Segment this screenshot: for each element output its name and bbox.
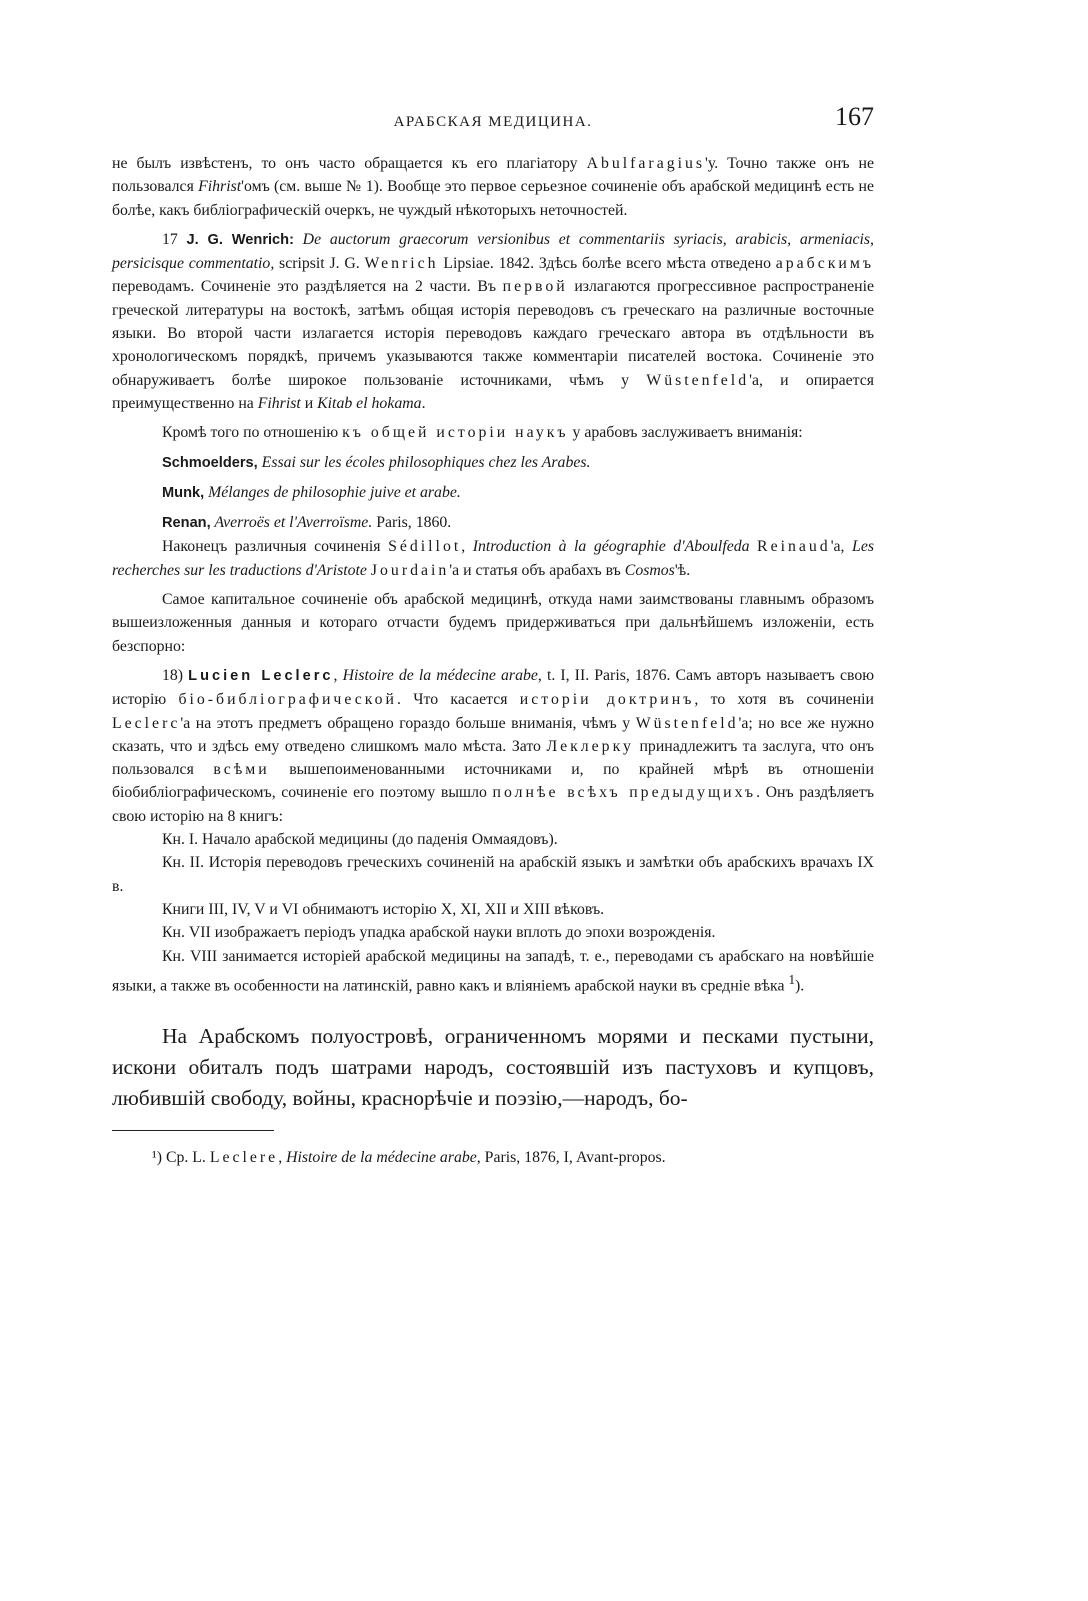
text — [750, 538, 758, 555]
text: 'a на этотъ предметъ обращено гораздо больше вниманія, чѣмъ у — [180, 714, 636, 732]
text: Кромѣ того по отношенію — [162, 424, 343, 442]
text: принадлежитъ та заслуга, что онъ пользовался — [112, 737, 874, 779]
text: . — [421, 394, 426, 412]
author-name: Sédillot — [388, 538, 462, 556]
work-title: Fihrist — [198, 178, 242, 196]
footnote — [112, 1147, 874, 1169]
text: 'а, и опирается преимущественно на — [112, 371, 875, 412]
author-name: Reinaud — [757, 538, 831, 556]
author-name: Lucien Leclerc — [188, 667, 334, 684]
text: ). — [795, 977, 805, 995]
author-name: Renan, — [162, 515, 211, 532]
text: scripsit J. G. — [274, 255, 365, 273]
book-7: Кн. VII изображаетъ періодъ упадка арабской науки вплоть до эпохи возрожденія. — [162, 924, 716, 942]
text: , — [278, 1149, 287, 1167]
text: Lipsiae. 1842. Здѣсь болѣе всего мѣста отведено — [438, 255, 776, 273]
emphasis: полнѣе всѣхъ предыдущихъ — [492, 784, 757, 802]
work-title: Mélanges de philosophie juive et arabe. — [204, 483, 461, 501]
author-name: Wenrich — [364, 255, 439, 273]
text: излагаются прогрессивное распространеніе греческой литературы на востокѣ, затѣмъ общая исторія переводовъ съ греческаго на различные восточные языки. Во второй части излагается исторія переводовъ каждаго греческаго автора въ отдѣльности въ хронологическомъ порядкѣ, причемъ указываются также комментаріи писателей востока. Сочиненіе это обнаруживаетъ болѣе широкое пользованіе источниками, чѣмъ у — [112, 278, 874, 389]
text: , — [461, 538, 473, 556]
emphasis: первой — [502, 278, 568, 296]
main-text — [112, 1021, 874, 1114]
text: . Что касается — [397, 691, 520, 709]
author-name: Leclere — [209, 1149, 279, 1167]
text: Наконецъ различныя сочиненія — [162, 538, 389, 556]
emphasis: всѣми — [213, 761, 270, 779]
book-2: Кн. II. Исторія переводовъ греческихъ сочиненій на арабскій языкъ и замѣтки объ арабскихъ врачахъ IX в. — [112, 854, 874, 895]
author-name: J. G. Wenrich: — [186, 231, 294, 248]
text: 'у. Точно также онъ не пользовался — [112, 155, 874, 196]
work-title: De auctorum graecorum versionibus et commentariis syriacis, arabicis, armeniacis, persicisque commentatio, — [112, 230, 874, 273]
entry-number: 17 — [162, 230, 187, 248]
text: , то хотя въ сочиненіи — [694, 691, 874, 709]
work-title: Les recherches sur les traductions d'Aristote — [112, 538, 874, 579]
text: переводамъ. Сочиненіе это раздѣляется на 2 части. Въ — [112, 278, 503, 296]
author-name: Abulfaragius — [586, 155, 706, 172]
footnote-mark: ¹) Ср. L. — [152, 1149, 210, 1167]
reference-schmoelders — [112, 451, 874, 475]
author-name: Wüstenfeld — [635, 714, 739, 732]
emphasis: арабскимъ — [775, 255, 875, 273]
entry-18-leclerc — [112, 664, 874, 828]
text: и — [300, 394, 318, 412]
running-title: АРАБСКАЯ МЕДИЦИНА. — [393, 114, 593, 130]
page-header — [112, 100, 874, 140]
paragraph-abulfaragius — [112, 152, 874, 222]
work-title: Cosmos — [624, 561, 675, 579]
paragraph-arabian-peninsula: На Арабскомъ полуостровѣ, ограниченномъ морями и песками пустыни, искони обиталъ подъ шатрами народъ, состоявшій изъ пастуховъ и купцовъ, любившій свободу, войны, краснорѣчіе и поэзію,—народъ, бо- — [112, 1024, 874, 1111]
author-name: Jourdain — [370, 561, 450, 579]
footnote-ref: 1 — [788, 971, 796, 987]
work-title: Histoire de la médecine arabe — [342, 666, 538, 684]
text: Кн. VIII занимается исторіей арабской медицины на западѣ, т. е., переводами съ арабскаго на новѣйшіе языки, а также въ особенности на латинскій, равно какъ и вліяніемъ арабской науки въ средніе вѣка — [112, 947, 874, 995]
book-3-6: Книги III, IV, V и VI обнимаютъ исторію X, XI, XII и XIII вѣковъ. — [162, 900, 605, 918]
author-name: Munk, — [162, 484, 205, 501]
paragraph-other-works — [112, 535, 874, 582]
text: , Paris, 1876, I, Avant-propos. — [476, 1149, 666, 1167]
work-title: Essai sur les écoles philosophiques chez les Arabes. — [257, 453, 591, 471]
text: Paris, 1860. — [372, 514, 452, 532]
text: у арабовъ заслуживаетъ вниманія: — [568, 424, 803, 442]
author-name: Wüstenfeld — [646, 371, 750, 389]
reference-munk — [112, 481, 874, 505]
page — [112, 100, 874, 1169]
text: 'а, — [830, 538, 853, 556]
text: 'ѣ. — [674, 561, 691, 579]
author-name: Schmoelders, — [162, 454, 258, 471]
text: не былъ извѣстенъ, то онъ часто обращается къ его плагіатору — [112, 155, 587, 172]
work-title: Kitab el hokama — [317, 394, 422, 412]
entry-17-wenrich — [112, 228, 874, 415]
paragraph-capital-work: Самое капитальное сочиненіе объ арабской медицинѣ, откуда нами заимствованы главнымъ образомъ вышеизложенныя данныя и котораго отчасти будемъ придерживаться при дальнѣйшемъ изложеніи, есть безспорно: — [112, 591, 874, 655]
work-title: Introduction à la géographie d'Aboulfeda — [472, 538, 750, 556]
emphasis: исторіи доктринъ — [519, 691, 695, 709]
page-number: 167 — [835, 102, 874, 131]
entry-number: 18) — [162, 666, 189, 684]
text: , — [333, 666, 343, 684]
work-title: Averroës et l'Averroïsme. — [210, 514, 373, 532]
work-title: Fihrist — [257, 394, 301, 412]
author-name: Leclerc — [112, 714, 181, 732]
book-1: Кн. I. Начало арабской медицины (до паденія Оммаядовъ). — [162, 831, 558, 849]
author-name: Леклерку — [546, 737, 634, 755]
text: 'а; но все же нужно сказать, что и здѣсь ему отведено слишкомъ мало мѣста. Зато — [112, 714, 874, 755]
text: 'а и статья объ арабахъ въ — [449, 561, 625, 579]
emphasis: біо-библіографической — [178, 691, 398, 709]
text: вышепоименованными источниками и, по крайней мѣрѣ въ отношеніи біобиблiографическомъ, сочиненіе его поэтому вышло — [112, 761, 874, 802]
text: 'омъ (см. выше № 1). Вообще это первое серьезное сочиненіе объ арабской медицинѣ есть не болѣе, какъ библіографическій очеркъ, не чуждый нѣкоторыхъ неточностей. — [112, 178, 874, 219]
reference-renan — [112, 511, 874, 535]
book-8 — [112, 945, 874, 998]
footnote-rule — [112, 1130, 274, 1131]
body-text — [112, 152, 874, 997]
work-title: Histoire de la médecine arabe — [286, 1149, 477, 1167]
emphasis: къ общей исторіи наукъ — [342, 424, 569, 442]
text: , t. I, II. Paris, 1876. Самъ авторъ называетъ свою исторію — [112, 666, 875, 709]
text: . Онъ раздѣляетъ свою исторію на 8 книгъ: — [112, 784, 874, 825]
paragraph-general-history — [112, 421, 874, 444]
